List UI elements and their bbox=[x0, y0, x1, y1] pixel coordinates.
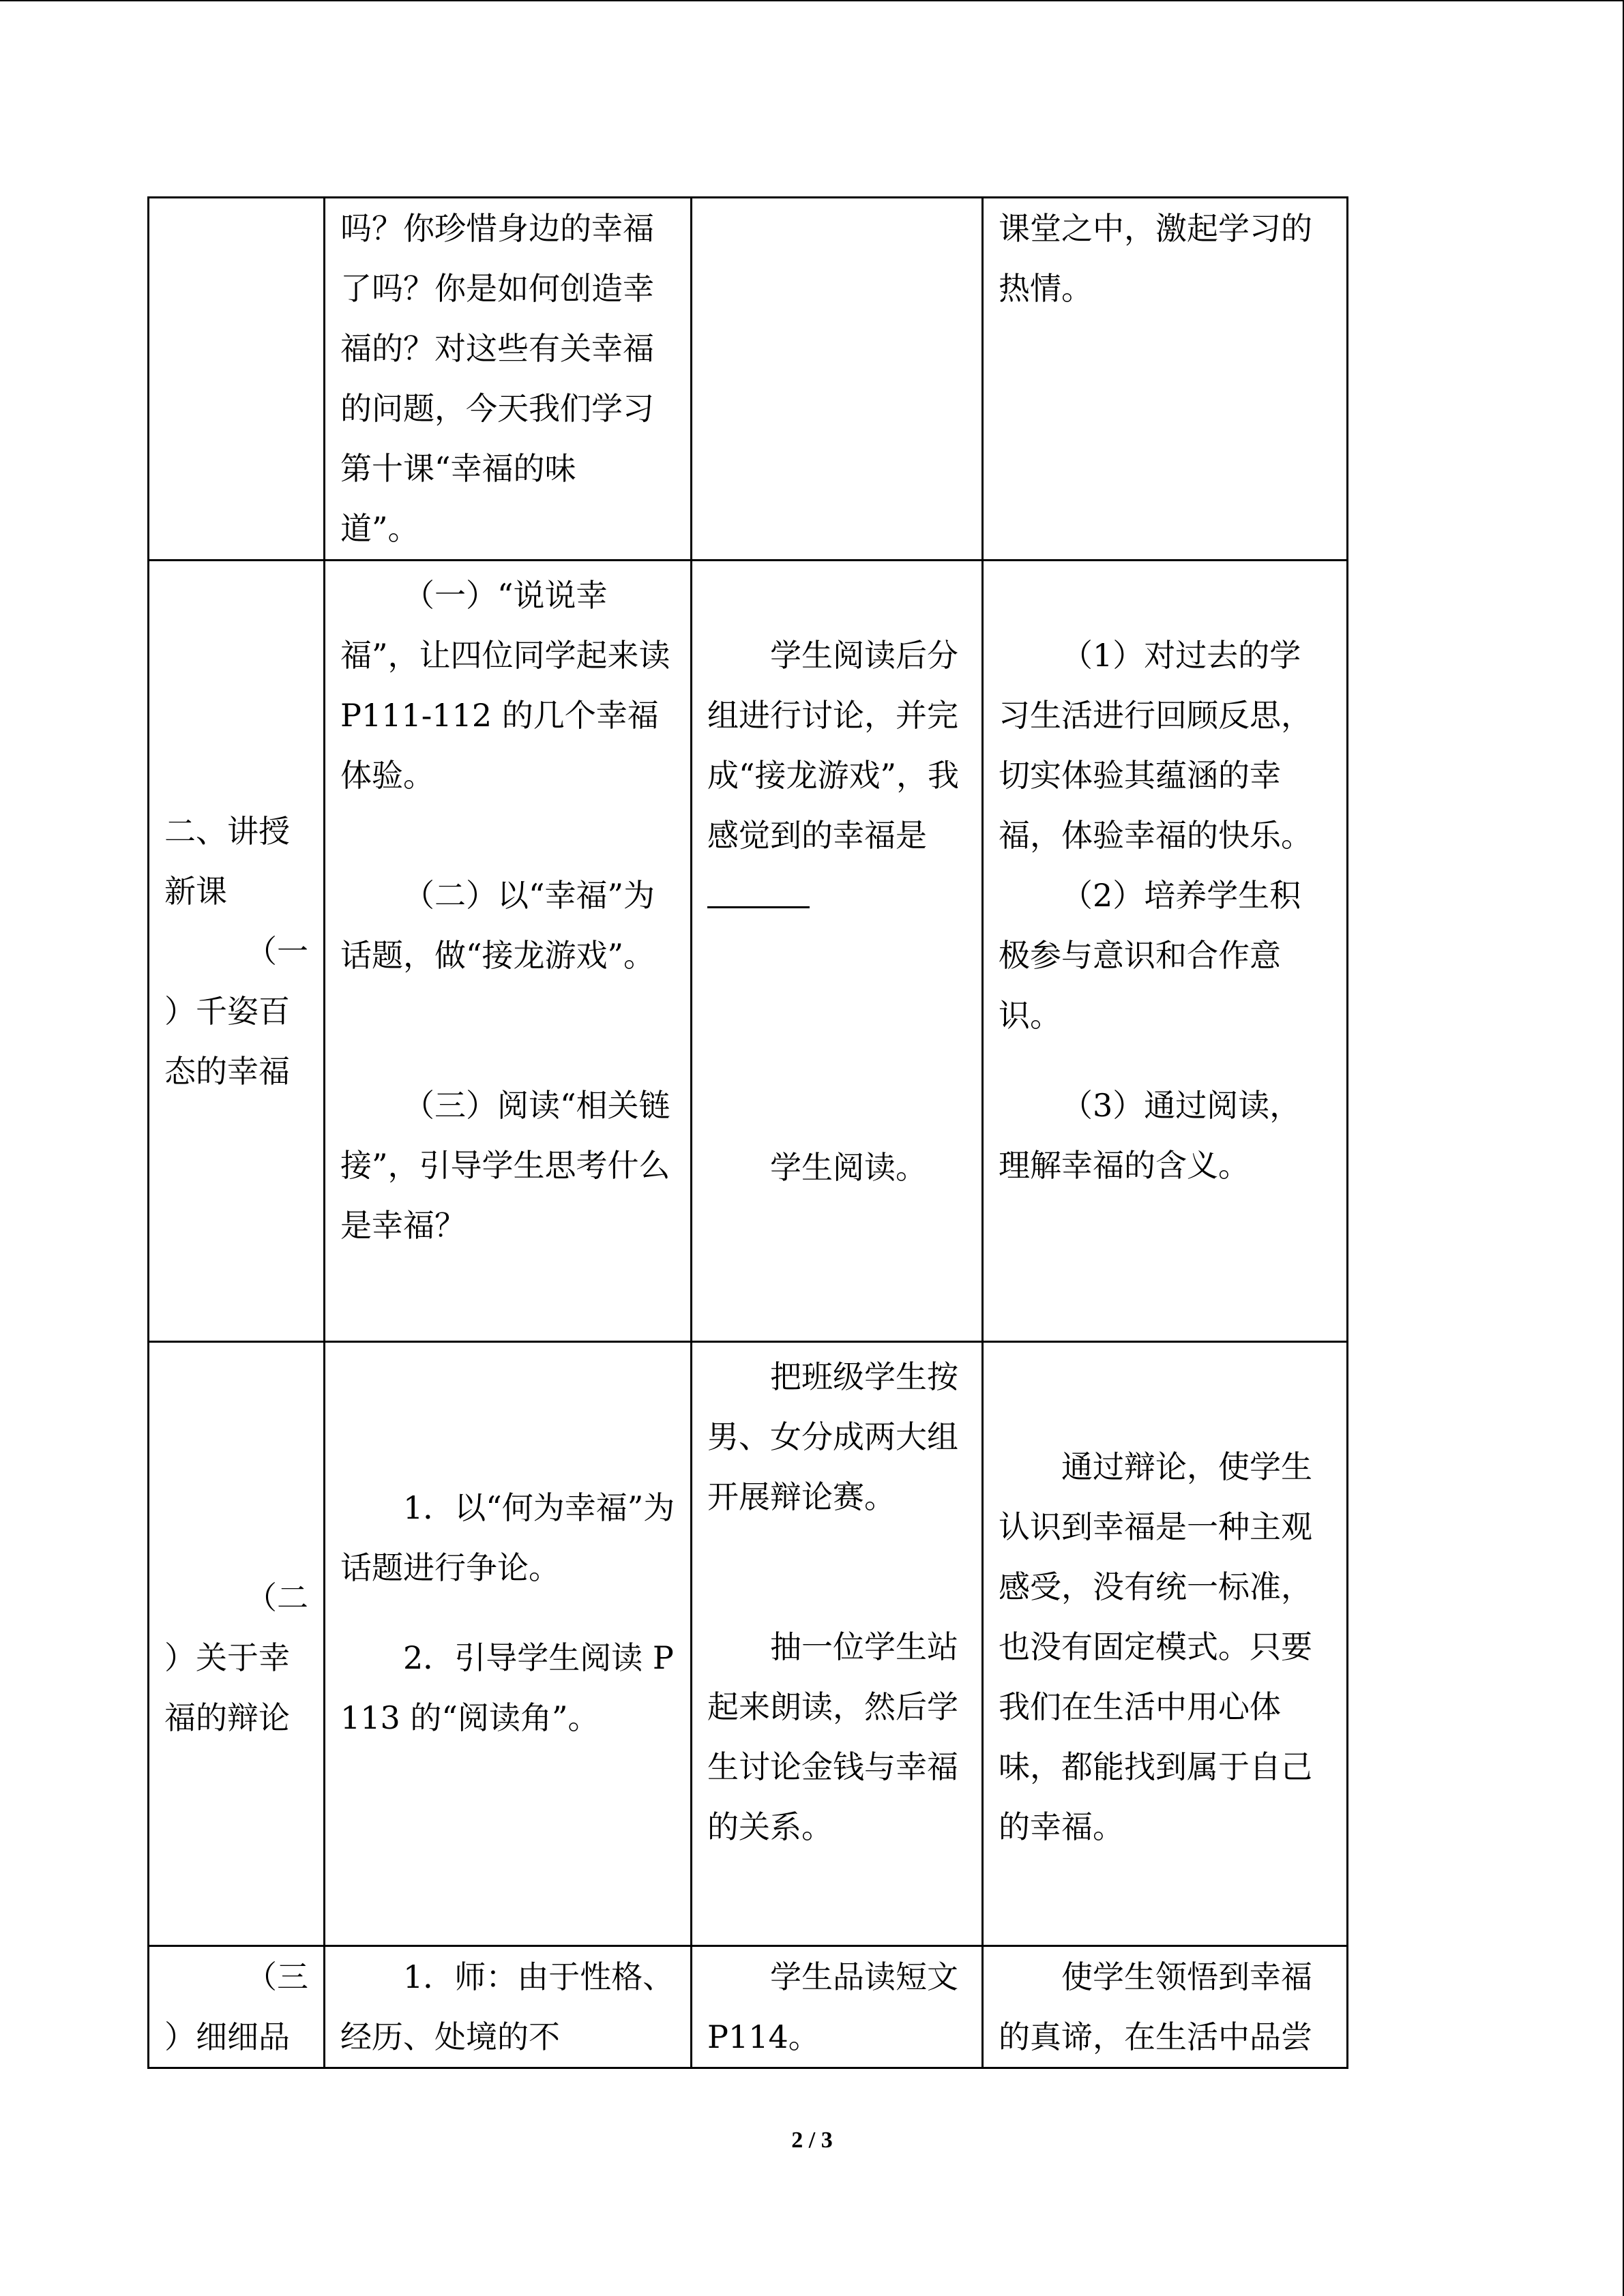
design-intent-cell bbox=[983, 561, 1348, 1342]
line: （一 bbox=[246, 933, 308, 970]
student-activity-cell bbox=[692, 561, 983, 1342]
stage-cell bbox=[149, 198, 325, 561]
design-intent-cell bbox=[983, 198, 1348, 561]
table-row bbox=[149, 561, 1348, 1342]
line: 第十课“幸福的味 bbox=[340, 450, 576, 487]
paragraph bbox=[707, 625, 966, 927]
line: 道”。 bbox=[340, 510, 419, 547]
line: 新课 bbox=[164, 873, 227, 910]
student-activity-cell bbox=[692, 1946, 983, 2068]
teacher-activity-cell bbox=[325, 198, 692, 561]
teacher-activity-cell bbox=[325, 561, 692, 1342]
line: 福的？对这些有关幸福 bbox=[340, 330, 654, 367]
paragraph: （1）对过去的学习生活进行回顾反思，切实体验其蕴涵的幸福，体验幸福的快乐。 bbox=[999, 637, 1312, 854]
table-row bbox=[149, 1342, 1348, 1946]
line: 热情。 bbox=[999, 270, 1093, 307]
line: （三 bbox=[246, 1958, 308, 1995]
paragraph: 2．引导学生阅读 P113 的“阅读角”。 bbox=[340, 1639, 674, 1736]
spacer bbox=[340, 1045, 675, 1075]
fill-in-blank bbox=[707, 865, 810, 908]
paragraph: （2）培养学生积极参与意识和合作意识。 bbox=[999, 877, 1301, 1034]
line: ）细细品 bbox=[164, 2018, 290, 2055]
paragraph: （二）以“幸福”为话题，做“接龙游戏”。 bbox=[340, 877, 655, 974]
line: ）千姿百 bbox=[164, 993, 290, 1030]
table-row bbox=[149, 1946, 1348, 2068]
page-top-border bbox=[0, 0, 1624, 1]
paragraph: （三）阅读“相关链接”，引导学生思考什么是幸福？ bbox=[340, 1087, 670, 1244]
paragraph: 通过辩论，使学生认识到幸福是一种主观感受，没有统一标准，也没有固定模式。只要我们在生活中用心体味，都能找到属于自己的幸福。 bbox=[999, 1448, 1312, 1845]
line: 吗？你珍惜身边的幸福 bbox=[340, 210, 654, 247]
stage-cell bbox=[149, 561, 325, 1342]
paragraph: 1．以“何为幸福”为话题进行争论。 bbox=[340, 1489, 675, 1586]
paragraph: （3）通过阅读，理解幸福的含义。 bbox=[999, 1087, 1301, 1184]
lesson-plan-table bbox=[147, 196, 1348, 2069]
paragraph: 学生阅读。 bbox=[770, 1149, 927, 1186]
teacher-activity-cell bbox=[325, 1342, 692, 1946]
teacher-activity-cell bbox=[325, 1946, 692, 2068]
table-row bbox=[149, 198, 1348, 561]
spacer bbox=[707, 927, 966, 1137]
stage-cell bbox=[149, 1946, 325, 2068]
paragraph: 把班级学生按男、女分成两大组开展辩论赛。 bbox=[707, 1358, 958, 1515]
paragraph: 抽一位学生站起来朗读，然后学生讨论金钱与幸福的关系。 bbox=[707, 1628, 958, 1845]
spacer bbox=[340, 805, 675, 865]
line: 二、讲授 bbox=[164, 813, 290, 850]
design-intent-cell bbox=[983, 1946, 1348, 2068]
line: （二 bbox=[246, 1579, 308, 1616]
paragraph-text: 学生阅读后分组进行讨论，并完成“接龙游戏”，我感觉到的幸福是 bbox=[707, 637, 960, 854]
spacer bbox=[999, 1045, 1331, 1075]
line: 课堂之中，激起学习的 bbox=[999, 210, 1312, 247]
paragraph: 使学生领悟到幸福的真谛，在生活中品尝 bbox=[999, 1958, 1312, 2055]
page-number: 2 / 3 bbox=[791, 2128, 833, 2153]
line: 福的辩论 bbox=[164, 1699, 290, 1736]
line: ）关于幸 bbox=[164, 1639, 290, 1676]
design-intent-cell bbox=[983, 1342, 1348, 1946]
paragraph: 1．师：由于性格、经历、处境的不 bbox=[340, 1958, 675, 2055]
paragraph: （一）“说说幸福”，让四位同学起来读 P111-112 的几个幸福体验。 bbox=[340, 577, 670, 794]
student-activity-cell bbox=[692, 1342, 983, 1946]
student-activity-cell bbox=[692, 198, 983, 561]
spacer bbox=[340, 985, 675, 1045]
spacer bbox=[340, 1598, 675, 1628]
line: 态的幸福 bbox=[164, 1053, 290, 1090]
stage-cell bbox=[149, 1342, 325, 1946]
paragraph: 学生品读短文 P114。 bbox=[707, 1958, 958, 2055]
line: 了吗？你是如何创造幸 bbox=[340, 270, 654, 307]
line: 的问题，今天我们学习 bbox=[340, 390, 654, 427]
spacer bbox=[707, 1527, 966, 1617]
